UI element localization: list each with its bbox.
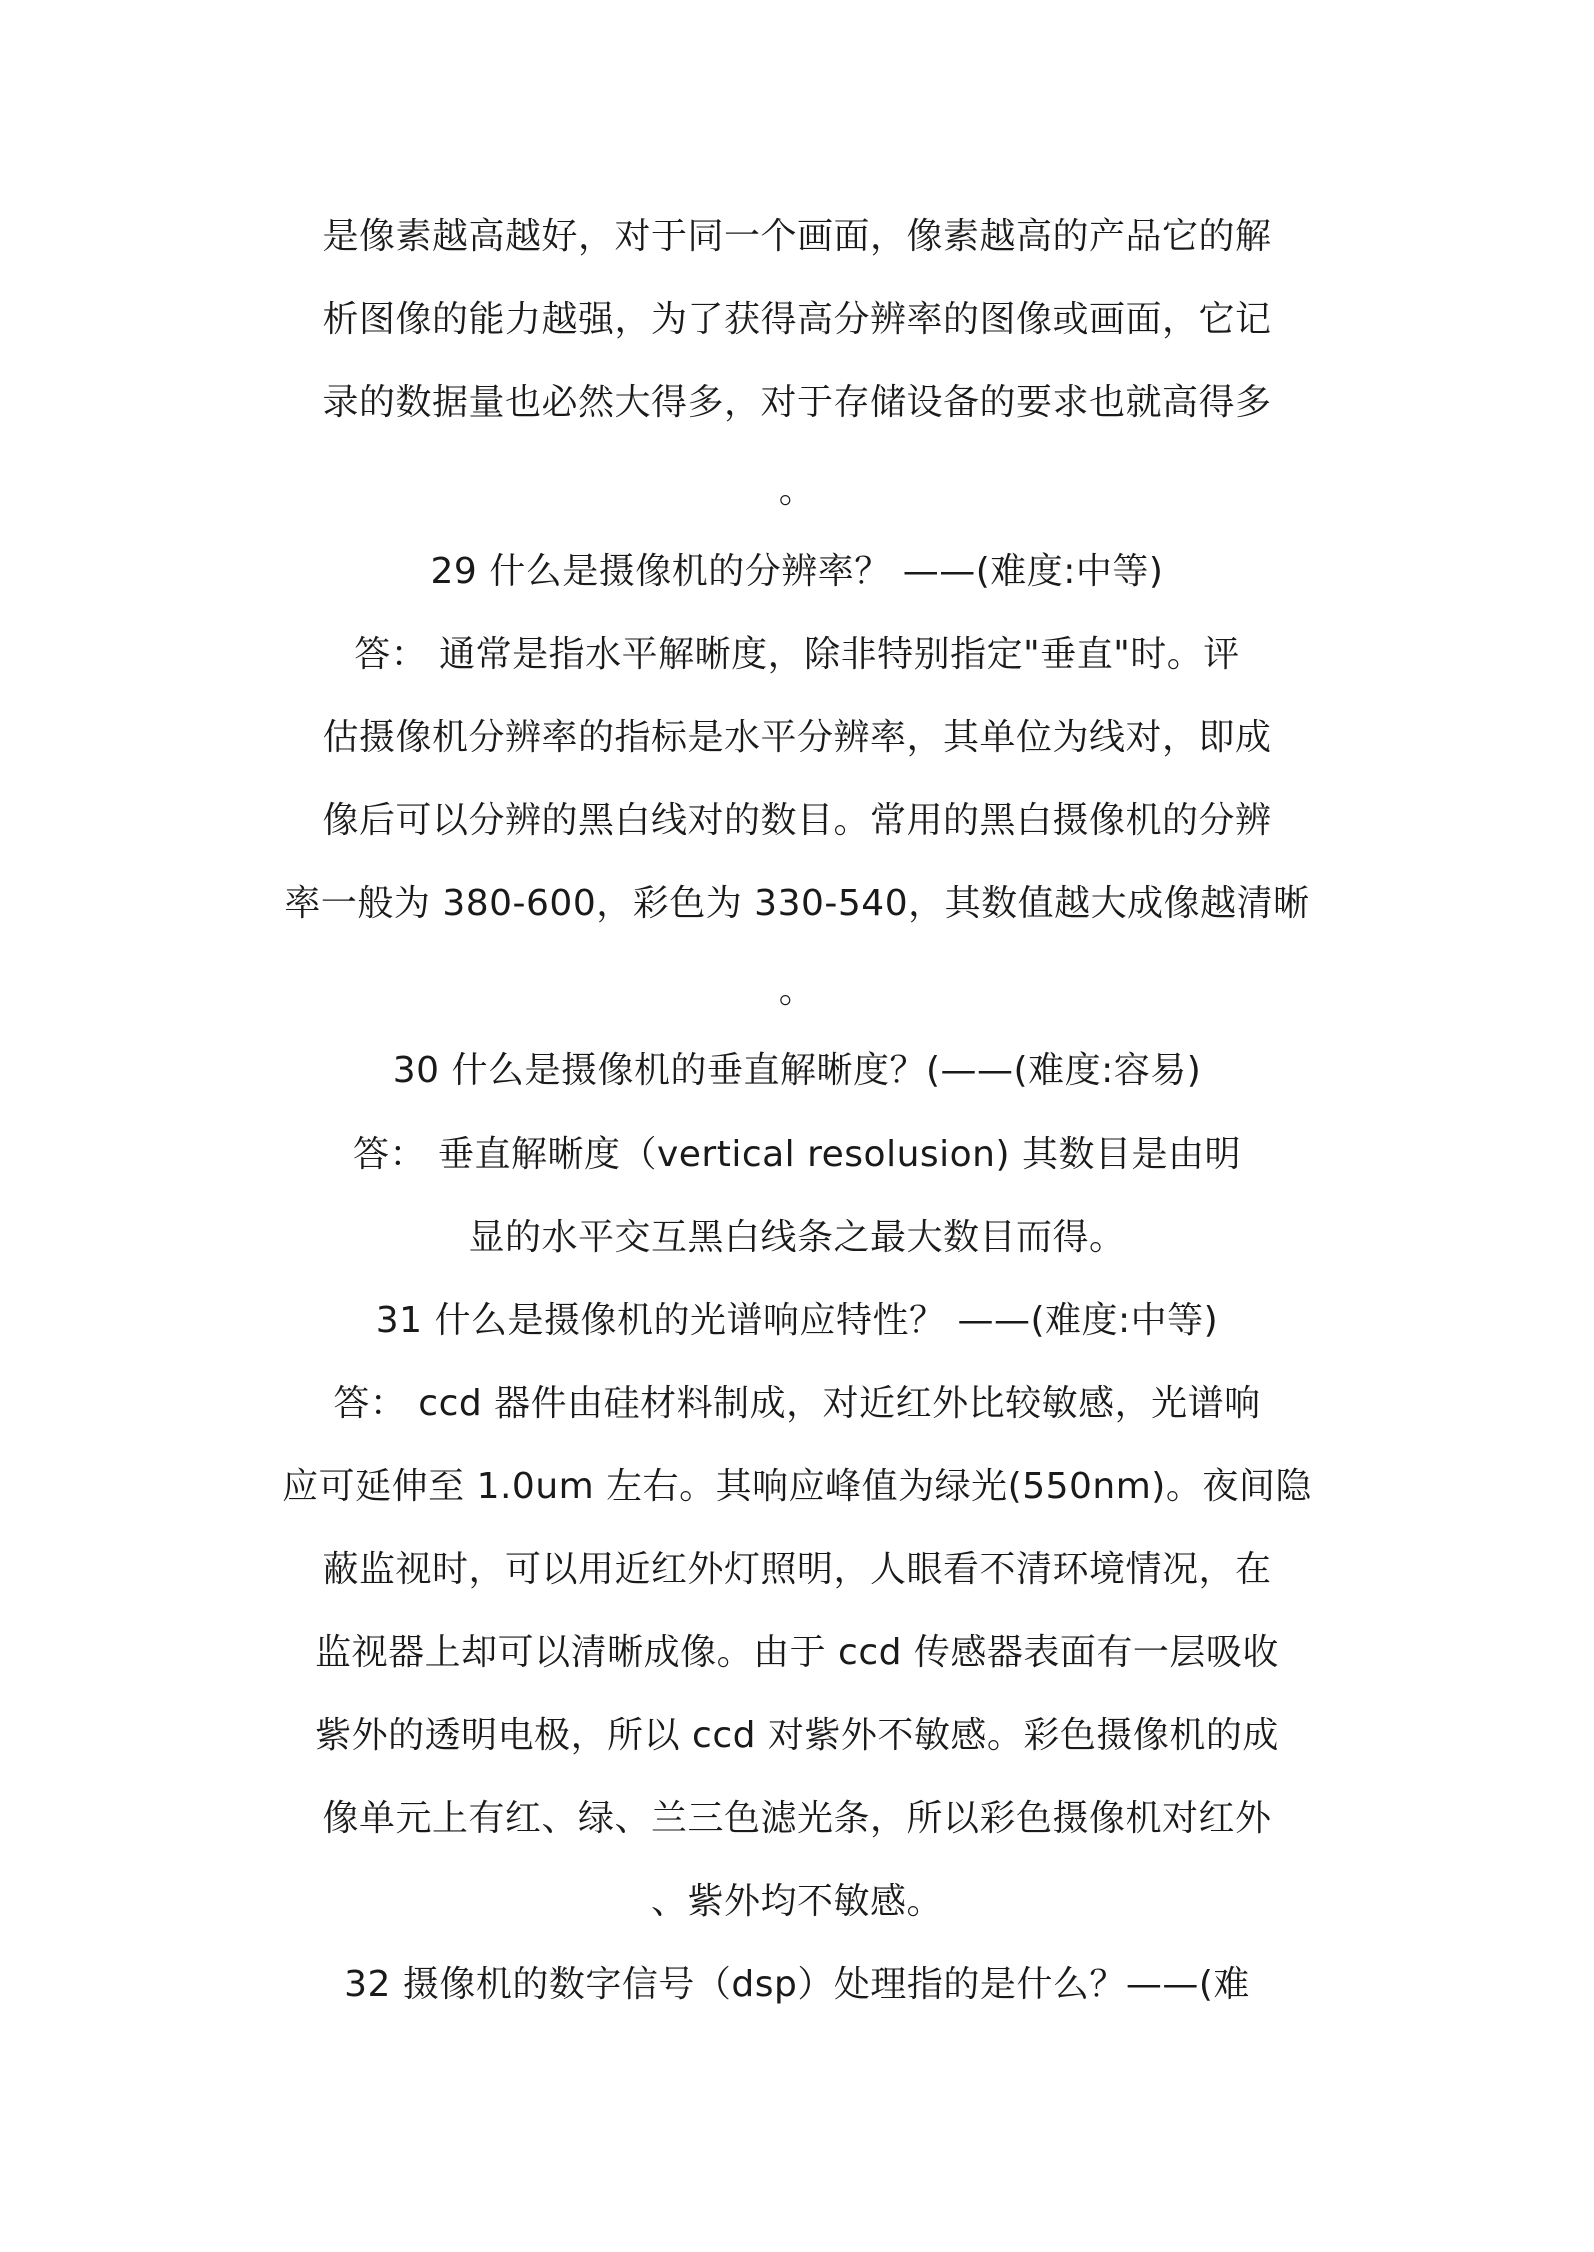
paragraph-line: 析图像的能力越强，为了获得高分辨率的图像或画面，它记 <box>322 299 1272 340</box>
paragraph-line: 答： ccd 器件由硅材料制成，对近红外比较敏感，光谱响 <box>333 1383 1261 1424</box>
paragraph-line: 率一般为 380-600，彩色为 330-540，其数值越大成像越清晰 <box>284 883 1310 924</box>
question-heading-31: 31 什么是摄像机的光谱响应特性？ ——(难度:中等) <box>375 1300 1219 1341</box>
paragraph-line: 应可延伸至 1.0um 左右。其响应峰值为绿光(550nm)。夜间隐 <box>282 1466 1312 1507</box>
paragraph-line: 答： 通常是指水平解晰度，除非特别指定"垂直"时。评 <box>354 634 1240 675</box>
paragraph-line: 。 <box>778 970 816 1011</box>
paragraph-line: 是像素越高越好，对于同一个画面，像素越高的产品它的解 <box>322 216 1272 257</box>
paragraph-line: 、紫外均不敏感。 <box>650 1881 943 1922</box>
question-heading-29: 29 什么是摄像机的分辨率？ ——(难度:中等) <box>430 551 1164 592</box>
paragraph-line: 录的数据量也必然大得多，对于存储设备的要求也就高得多 <box>322 382 1272 423</box>
paragraph-line: 显的水平交互黑白线条之最大数目而得。 <box>468 1217 1126 1258</box>
paragraph-line: 像后可以分辨的黑白线对的数目。常用的黑白摄像机的分辨 <box>322 800 1272 841</box>
question-heading-30: 30 什么是摄像机的垂直解晰度？(——(难度:容易) <box>392 1050 1202 1091</box>
paragraph-line: 像单元上有红、绿、兰三色滤光条，所以彩色摄像机对红外 <box>322 1798 1272 1839</box>
paragraph-line: 紫外的透明电极，所以 ccd 对紫外不敏感。彩色摄像机的成 <box>315 1715 1279 1756</box>
paragraph-line: 。 <box>778 470 816 511</box>
question-heading-32: 32 摄像机的数字信号（dsp）处理指的是什么？——(难 <box>344 1964 1250 2005</box>
paragraph-line: 监视器上却可以清晰成像。由于 ccd 传感器表面有一层吸收 <box>315 1632 1279 1673</box>
paragraph-line: 蔽监视时，可以用近红外灯照明，人眼看不清环境情况，在 <box>322 1549 1272 1590</box>
paragraph-line: 估摄像机分辨率的指标是水平分辨率，其单位为线对，即成 <box>322 717 1272 758</box>
paragraph-line: 答： 垂直解晰度（vertical resolusion) 其数目是由明 <box>353 1134 1241 1175</box>
